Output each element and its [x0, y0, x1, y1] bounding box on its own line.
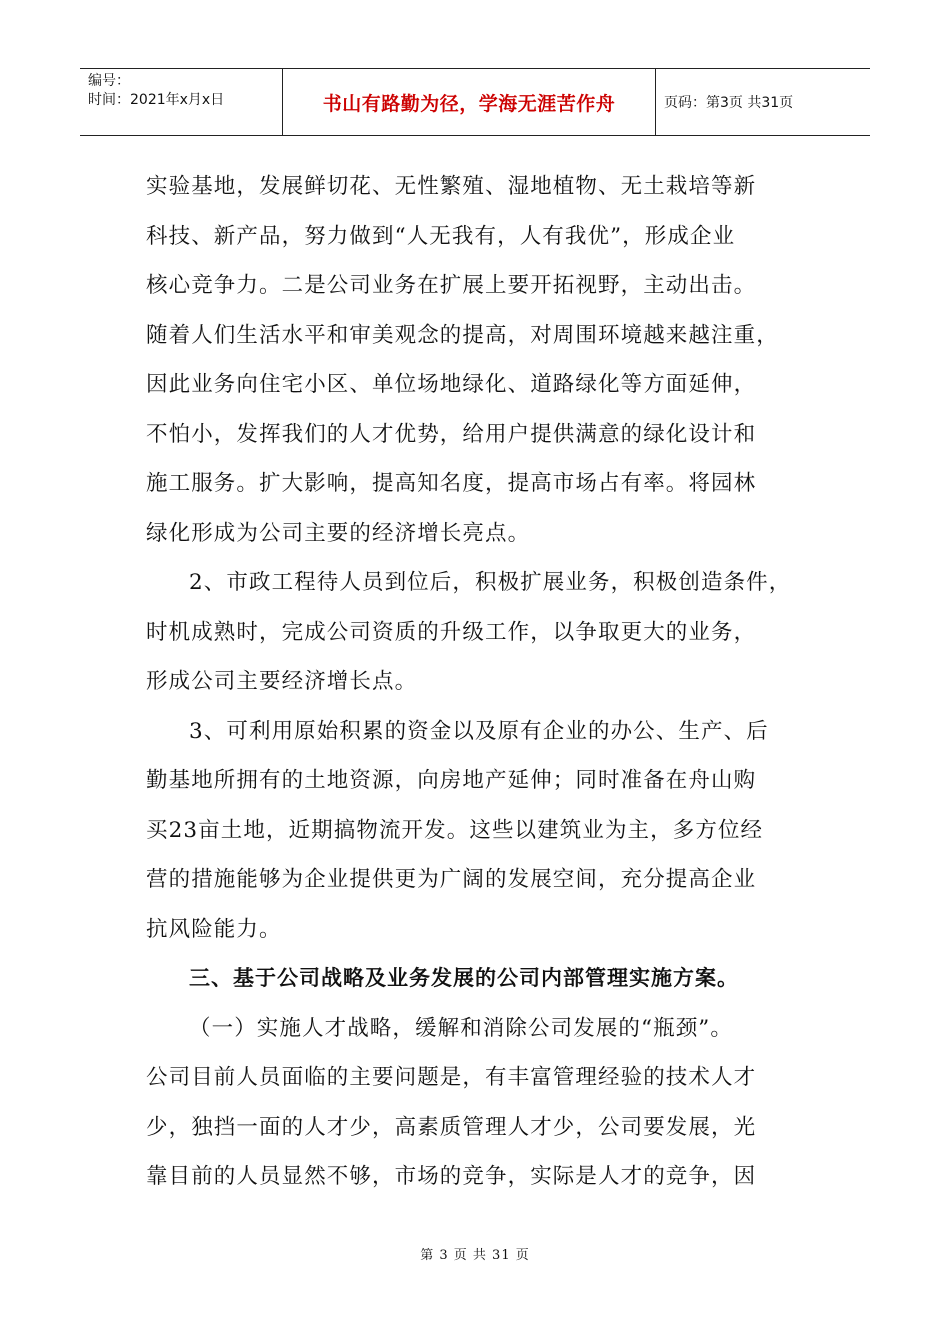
text-line: 因此业务向住宅小区、单位场地绿化、道路绿化等方面延伸，	[146, 372, 757, 397]
paragraph-4	[146, 1004, 806, 1202]
text-line: 核心竞争力。二是公司业务在扩展上要开拓视野，主动出击。	[146, 273, 757, 298]
text-line: 抗风险能力。	[146, 916, 282, 942]
text-line: 靠目前的人员显然不够，市场的竞争，实际是人才的竞争，因	[146, 1164, 757, 1189]
text-line: 形成公司主要经济增长点。	[146, 669, 418, 694]
paragraph-2	[146, 558, 806, 707]
document-number-label: 编号：	[88, 73, 130, 89]
text-line: 公司目前人员面临的主要问题是，有丰富管理经验的技术人才	[146, 1065, 757, 1090]
text-line: 买23亩土地，近期搞物流开发。这些以建筑业为主，多方位经	[146, 817, 764, 843]
header-meta	[80, 69, 282, 135]
header-motto-cell	[282, 69, 656, 135]
text-line: 勤基地所拥有的土地资源，向房地产延伸；同时准备在舟山购	[146, 768, 757, 793]
page-footer: 第 3 页 共 31 页	[420, 1248, 530, 1263]
text-line: 3、可利用原始积累的资金以及原有企业的办公、生产、后	[189, 718, 769, 744]
text-line: （一）实施人才战略，缓解和消除公司发展的“瓶颈”。	[189, 1015, 733, 1041]
text-line: 少，独挡一面的人才少，高素质管理人才少，公司要发展，光	[146, 1114, 757, 1140]
text-line: 不怕小，发挥我们的人才优势，给用户提供满意的绿化设计和	[146, 421, 757, 447]
text-line: 施工服务。扩大影响，提高知名度，提高市场占有率。将园林	[146, 471, 757, 496]
header-page-info: 页码：第3页 共31页	[664, 95, 794, 111]
text-line: 科技、新产品，努力做到“人无我有，人有我优”，形成企业	[146, 223, 736, 249]
text-line: 营的措施能够为企业提供更为广阔的发展空间，充分提高企业	[146, 867, 757, 892]
text-line: 2、市政工程待人员到位后，积极扩展业务，积极创造条件，	[189, 570, 792, 595]
text-line: 时机成熟时，完成公司资质的升级工作，以争取更大的业务，	[146, 619, 757, 645]
section-heading: 三、基于公司战略及业务发展的公司内部管理实施方案。	[189, 966, 739, 990]
text-line: 绿化形成为公司主要的经济增长亮点。	[146, 520, 531, 546]
header-motto: 书山有路勤为径，学海无涯苦作舟	[322, 92, 616, 115]
document-header	[80, 68, 870, 136]
document-date: 时间：2021年x月x日	[88, 92, 225, 108]
text-line: 随着人们生活水平和审美观念的提高，对周围环境越来越注重，	[146, 322, 779, 348]
paragraph-3	[146, 707, 806, 955]
paragraph-1	[146, 162, 806, 558]
text-line: 实验基地，发展鲜切花、无性繁殖、湿地植物、无土栽培等新	[146, 174, 757, 199]
document-body	[146, 162, 806, 1202]
